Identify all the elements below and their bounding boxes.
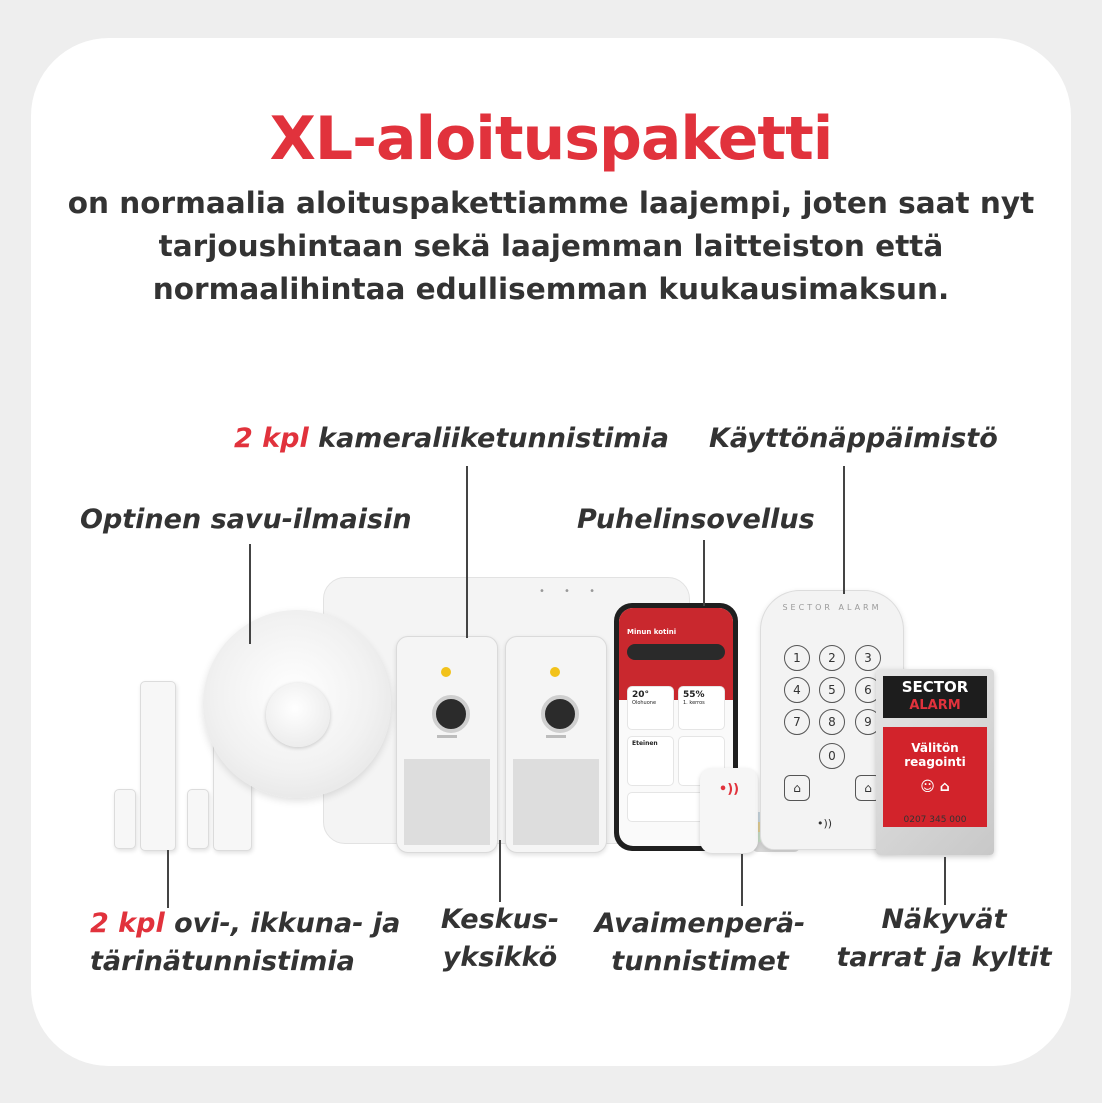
sign-logo: SECTOR ALARM [883,676,987,718]
rfid-icon: •)) [718,782,740,797]
door-lock-tile: Eteinen [627,736,674,786]
door-sensor-magnet [114,789,136,849]
keypad-key: 8 [819,709,845,735]
temperature-tile: 20° Olohuone [627,686,674,730]
leader-line [499,840,501,902]
keypad-key: 2 [819,645,845,671]
leader-line [167,850,169,908]
keypad-brand: SECTOR ALARM [782,603,882,612]
leader-line [944,857,946,905]
camera-lens-icon [432,695,470,733]
keypad-key: 7 [784,709,810,735]
humidity-tile: 55% 1. kerros [678,686,725,730]
smoke-detector-button [266,683,330,747]
keypad-key: 1 [784,645,810,671]
page-title: XL-aloituspaketti [269,104,833,174]
keypad-key: 4 [784,677,810,703]
label-smoke-detector: Optinen savu-ilmaisin [80,504,412,535]
hub-status-icons: • • • [538,586,603,597]
page-subtitle: on normaalia aloituspakettiamme laajempi, joten saat nyt tarjoushintaan sekä laajemman laitteiston että normaalihintaa edullisemman kuukausimaksun. [67,186,1035,306]
leader-line [703,540,705,606]
door-sensor-main [140,681,176,851]
keypad-key: 9 [855,709,881,735]
keypad-key: 6 [855,677,881,703]
away-icon: ⌂ [855,775,881,801]
leader-line [741,854,743,906]
camera-lens-icon [541,695,579,733]
guard-icon: ☺ ⌂ [920,779,950,795]
leader-line [843,466,845,594]
window-sign [876,669,994,855]
sensor-led [550,667,560,677]
leader-line [249,544,251,644]
phone-screen-title: Minun kotini [627,628,677,636]
rfid-icon: •)) [817,817,833,830]
sign-phone: 0207 345 000 [903,815,967,825]
smoke-detector [203,610,391,798]
label-keypad: Käyttönäppäimistö [709,423,998,454]
door-sensor-magnet [187,789,209,849]
label-central-unit: Keskus- yksikkö [440,904,560,973]
arm-state-slider [627,644,725,660]
sign-message: Välitön reagointi ☺ ⌂ [883,727,987,827]
label-key-tags: Avaimenperä- tunnistimet [594,908,806,977]
camera-motion-sensor [505,636,607,853]
label-door-sensors: 2 kpl ovi-, ikkuna- ja tärinätunnistimia [90,908,401,977]
home-icon: ⌂ [784,775,810,801]
label-cameras: 2 kpl kameraliiketunnistimia [234,423,670,454]
keypad-key: 0 [819,743,845,769]
pir-window [513,759,599,845]
leader-line [466,466,468,638]
label-signs: Näkyvät tarrat ja kyltit [836,904,1052,973]
label-phone-app: Puhelinsovellus [577,504,815,535]
keypad-key: 5 [819,677,845,703]
pir-window [404,759,490,845]
key-tag [700,768,758,853]
keypad-key: 3 [855,645,881,671]
camera-motion-sensor [396,636,498,853]
sensor-led [441,667,451,677]
